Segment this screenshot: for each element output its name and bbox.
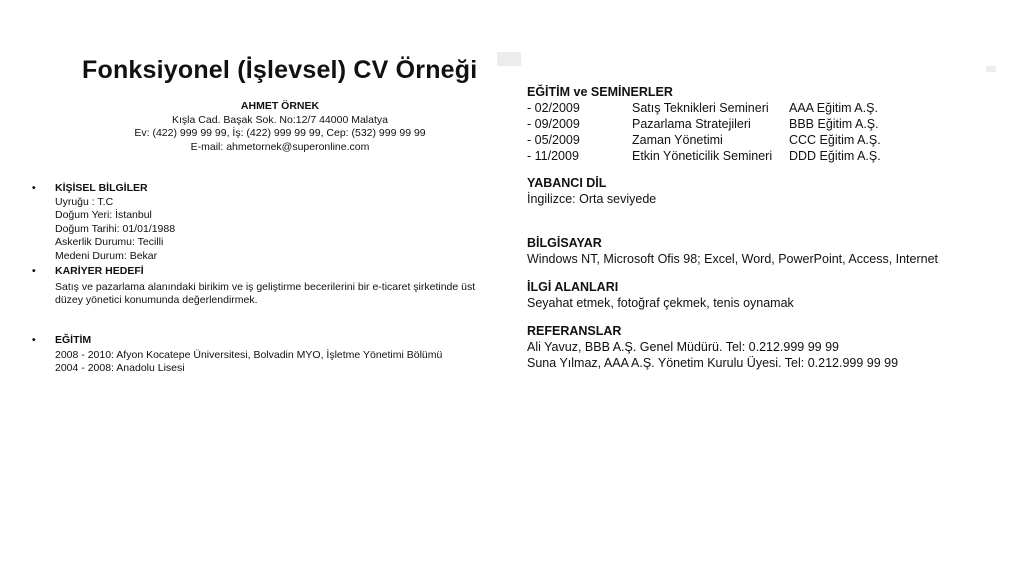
seminar-org: CCC Eğitim A.Ş.	[789, 133, 881, 147]
career-goal-heading: KARİYER HEDEFİ	[55, 265, 144, 277]
education-section	[32, 334, 522, 376]
scan-artifact	[497, 52, 521, 66]
computer-section	[527, 235, 938, 267]
language-section	[527, 175, 656, 207]
references-section	[527, 323, 898, 371]
seminar-row	[527, 148, 881, 164]
personal-info-section	[32, 182, 522, 263]
seminar-org: AAA Eğitim A.Ş.	[789, 101, 878, 115]
seminar-topic: Etkin Yöneticilik Semineri	[632, 149, 773, 163]
seminar-date: - 09/2009	[527, 117, 580, 131]
computer-text: Windows NT, Microsoft Ofis 98; Excel, Word, PowerPoint, Access, Internet	[527, 252, 939, 266]
language-heading: YABANCI DİL	[527, 176, 607, 190]
education-item: 2004 - 2008: Anadolu Lisesi	[55, 362, 185, 374]
scan-artifact	[986, 66, 996, 72]
seminar-topic: Pazarlama Stratejileri	[632, 117, 751, 131]
seminar-topic: Zaman Yönetimi	[632, 133, 723, 147]
career-goal-section	[32, 265, 522, 308]
seminars-heading: EĞİTİM ve SEMİNERLER	[527, 85, 673, 99]
seminar-org: BBB Eğitim A.Ş.	[789, 117, 879, 131]
nationality: Uyruğu : T.C	[55, 195, 114, 208]
page-title: Fonksiyonel (İşlevsel) CV Örneği	[82, 56, 478, 84]
computer-heading: BİLGİSAYAR	[527, 236, 602, 250]
bullet: •	[32, 334, 36, 346]
language-text: İngilizce: Orta seviyede	[527, 192, 657, 206]
email: E-mail: ahmetornek@superonline.com	[190, 140, 370, 153]
reference-line: Suna Yılmaz, AAA A.Ş. Yönetim Kurulu Üyesi. Tel: 0.212.999 99 99	[527, 356, 899, 370]
military-status: Askerlik Durumu: Tecilli	[55, 236, 164, 248]
career-goal-line: düzey yönetici konumunda değerlendirmek.	[55, 294, 258, 306]
education-item: 2008 - 2010: Afyon Kocatepe Üniversitesi, Bolvadin MYO, İşletme Yönetimi Bölümü	[55, 348, 443, 361]
career-goal-line: Satış ve pazarlama alanındaki birikim ve iş geliştirme becerilerini bir e-ticaret şirketinde üst	[55, 280, 476, 293]
personal-info-heading: KİŞİSEL BİLGİLER	[55, 182, 148, 194]
contact-block	[60, 100, 500, 154]
section-heading	[32, 334, 522, 348]
phone-numbers: Ev: (422) 999 99 99, İş: (422) 999 99 99, Cep: (532) 999 99 99	[134, 127, 426, 139]
birth-place: Doğum Yeri: İstanbul	[55, 209, 152, 221]
interests-heading: İLGİ ALANLARI	[527, 280, 619, 294]
reference-line: Ali Yavuz, BBB A.Ş. Genel Müdürü. Tel: 0.212.999 99 99	[527, 340, 840, 354]
interests-section	[527, 279, 794, 311]
section-heading	[32, 182, 522, 196]
seminar-row	[527, 116, 881, 132]
seminar-date: - 05/2009	[527, 133, 580, 147]
address: Kışla Cad. Başak Sok. No:12/7 44000 Malatya	[172, 113, 388, 126]
section-heading	[32, 265, 522, 279]
birth-date: Doğum Tarihi: 01/01/1988	[55, 222, 176, 235]
seminar-date: - 02/2009	[527, 101, 580, 115]
marital-status: Medeni Durum: Bekar	[55, 249, 158, 262]
seminar-row	[527, 100, 881, 116]
references-heading: REFERANSLAR	[527, 324, 622, 338]
education-heading: EĞİTİM	[55, 334, 92, 346]
seminar-org: DDD Eğitim A.Ş.	[789, 149, 881, 163]
bullet: •	[32, 182, 36, 194]
interests-text: Seyahat etmek, fotoğraf çekmek, tenis oynamak	[527, 296, 794, 310]
seminar-row	[527, 132, 881, 148]
seminars-section	[527, 84, 881, 164]
seminar-date: - 11/2009	[527, 149, 579, 163]
candidate-name: AHMET ÖRNEK	[240, 100, 320, 112]
seminar-topic: Satış Teknikleri Semineri	[632, 101, 769, 115]
bullet: •	[32, 265, 36, 277]
